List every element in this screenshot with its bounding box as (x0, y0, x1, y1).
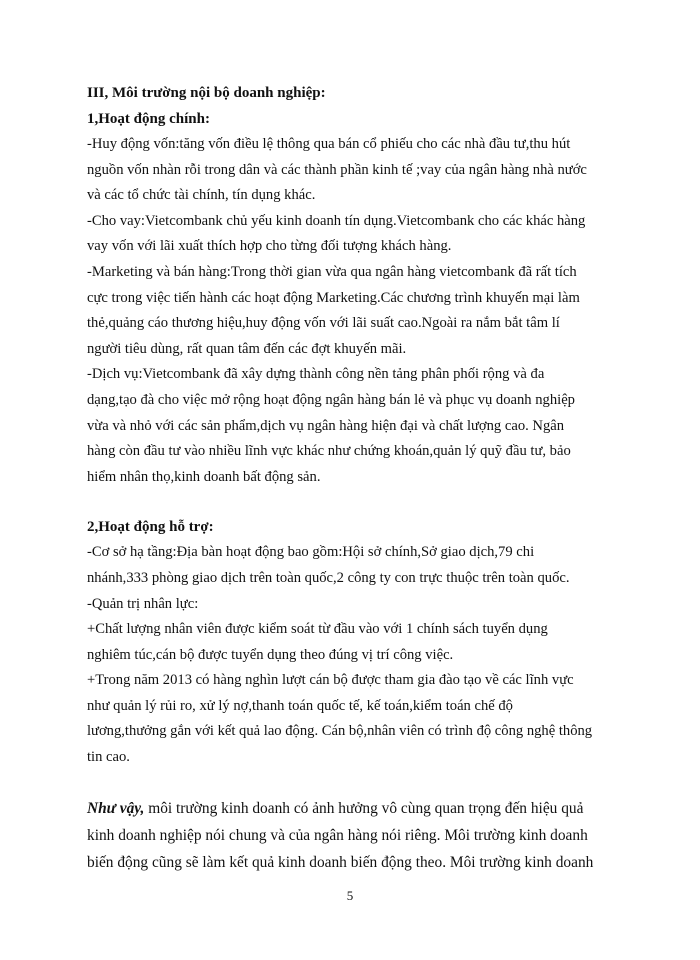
text-line: vay vốn với lãi xuất thích hợp cho từng đối tượng khách hàng. (87, 238, 452, 255)
section-spacer (87, 490, 627, 514)
text-line: -Dịch vụ:Vietcombank đã xây dựng thành công nền tảng phân phối rộng và đa (87, 366, 545, 383)
text-line: +Chất lượng nhân viên được kiểm soát từ đầu vào với 1 chính sách tuyển dụng (87, 621, 548, 638)
text-line: +Trong năm 2013 có hàng nghìn lượt cán bộ được tham gia đào tạo về các lĩnh vực (87, 672, 574, 689)
text-line: nhánh,333 phòng giao dịch trên toàn quốc,2 công ty con trực thuộc trên toàn quốc. (87, 569, 570, 586)
text-line: -Huy động vốn:tăng vốn điều lệ thông qua bán cổ phiếu cho các nhà đầu tư,thu hút (87, 136, 571, 152)
text-line: biến động cũng sẽ làm kết quả kinh doanh biến động theo. Môi trường kinh doanh (87, 853, 594, 871)
support-activities-heading: 2,Hoạt động hỗ trợ: (87, 519, 214, 536)
text-line: -Cho vay:Vietcombank chủ yếu kinh doanh tín dụng.Vietcombank cho các khác hàng (87, 212, 586, 229)
conclusion-paragraph (87, 795, 627, 876)
section-spacer (87, 771, 627, 795)
text-line: kinh doanh nghiệp nói chung và của ngân hàng nói riêng. Môi trường kinh doanh (87, 826, 588, 844)
text-line: tin cao. (87, 749, 130, 766)
text-line: hàng còn đầu tư vào nhiều lĩnh vực khác như chứng khoán,quản lý quỹ đầu tư, bảo (87, 443, 571, 460)
text-line: vừa và nhỏ với các sản phẩm,dịch vụ ngân hàng hiện đại và chất lượng cao. Ngân (87, 417, 565, 434)
support-activities-body (87, 540, 627, 770)
text-line: môi trường kinh doanh có ảnh hưởng vô cùng quan trọng đến hiệu quả (144, 799, 584, 817)
paragraph-services (87, 362, 627, 490)
main-activities-body (87, 132, 627, 490)
text-line: -Cơ sở hạ tầng:Địa bàn hoạt động bao gồm:Hội sở chính,Sở giao dịch,79 chi (87, 544, 535, 561)
text-line: lương,thưởng gắn với kết quả lao động. Cán bộ,nhân viên có trình độ công nghệ thông (87, 723, 593, 740)
text-line: và các tổ chức tài chính, tín dụng khác. (87, 187, 316, 204)
text-line: cực trong việc tiến hành các hoạt động Marketing.Các chương trình khuyến mại làm (87, 289, 580, 306)
paragraph-capital-raising (87, 132, 627, 209)
paragraph-marketing (87, 260, 627, 362)
text-line: -Quản trị nhân lực: (87, 595, 199, 612)
text-line: người tiêu dùng, rất quan tâm đến các đợt khuyến mãi. (87, 340, 407, 357)
section-heading: III, Môi trường nội bộ doanh nghiệp: (87, 85, 326, 101)
paragraph-training (87, 668, 627, 770)
text-line: nguồn vốn nhàn rỗi trong dân và các thành phần kinh tế ;vay của ngân hàng nhà nước (87, 161, 587, 178)
paragraph-staff-quality (87, 617, 627, 668)
text-line: thẻ,quảng cáo thương hiệu,huy động vốn với lãi suất cao.Ngoài ra nắm bắt tâm lí (87, 315, 560, 332)
paragraph-hr-heading (87, 592, 627, 618)
page-number: 5 (346, 888, 354, 903)
page-content (87, 80, 627, 876)
text-line: -Marketing và bán hàng:Trong thời gian vừa qua ngân hàng vietcombank đã rất tích (87, 263, 577, 280)
text-line: dạng,tạo đà cho việc mở rộng hoạt động ngân hàng bán lẻ và phục vụ doanh nghiệp (87, 391, 575, 408)
paragraph-lending (87, 209, 627, 260)
text-line: hiểm nhân thọ,kinh doanh bất động sản. (87, 468, 321, 485)
text-line: nghiêm túc,cán bộ được tuyển dụng theo đúng vị trí công việc. (87, 646, 454, 663)
paragraph-infrastructure (87, 540, 627, 591)
conclusion-lead: Như vậy, (87, 799, 145, 817)
text-line: như quản lý rủi ro, xử lý nợ,thanh toán quốc tế, kế toán,kiểm toán chế độ (87, 697, 513, 714)
main-activities-heading: 1,Hoạt động chính: (87, 111, 210, 127)
